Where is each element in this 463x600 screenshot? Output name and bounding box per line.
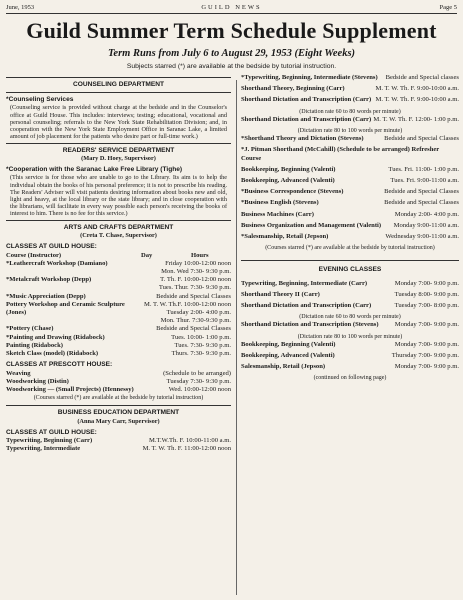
course-name: Typewriting, Beginning, Intermediate (Carr) — [241, 279, 368, 287]
course-time: M.T.W.Th. F. 10:00-11:00 a.m. — [148, 436, 231, 444]
page-subtitle: Term Runs from July 6 to August 29, 1953 (Eight Weeks) — [107, 48, 356, 59]
evening-course-list — [241, 280, 459, 372]
page-title: Guild Summer Term Schedule Supplement — [26, 18, 437, 43]
course-name: Shorthand Dictation and Transcription (Carr) — [241, 115, 372, 123]
course-time: Tuesday 7:00- 8:00 p.m. — [394, 302, 459, 310]
dictation-note: (Dictation rate 60 to 80 words per minute) — [299, 314, 401, 321]
course-name: Business Organization and Management (Valenti) — [241, 221, 382, 229]
course-name: *Metalcraft Workshop (Depp) — [6, 276, 92, 284]
course-row — [241, 280, 459, 288]
course-time: T. Th. F. 10:00-12:00 noon Tues. Thur. 7:30- 9:30 p.m. — [158, 276, 231, 292]
course-name: *Pottery (Chase) — [6, 325, 54, 333]
course-time: Tues. 10:00- 1:00 p.m. — [171, 333, 231, 341]
course-row — [241, 116, 459, 124]
course-time: Monday 2:00- 4:00 p.m. — [394, 210, 459, 218]
course-time: Tuesday 8:00- 9:00 p.m. — [394, 290, 459, 298]
course-name: Shorthand Dictation and Transcription (Carr) — [241, 96, 372, 104]
column-divider — [236, 80, 237, 595]
course-row — [241, 199, 459, 207]
course-row — [241, 352, 459, 360]
course-row — [6, 378, 231, 386]
course-time: (Schedule to be arranged) — [163, 369, 231, 377]
counseling-text: (Counseling service is provided without charge at the bedside and in the Counselor's office at Guild House. This includes: interviews; testing; educational, vocational and personal counseling; referrals to the New York State Rehabilitation Division; and, in cooperation with the New York State Employment Office in Saranac Lake, a limited amount of job placement for the patients who desire part or full-time work.) — [10, 104, 227, 140]
course-time: Thursday 7:00- 9:00 p.m. — [391, 352, 459, 360]
course-row — [241, 363, 459, 371]
course-row — [241, 321, 459, 329]
course-row — [241, 85, 459, 93]
course-name: *Painting and Drawing (Ridabock) — [6, 333, 105, 341]
course-time: Bedside and Special Classes — [384, 135, 459, 143]
right-note: (Courses starred (*) are available at the bedside by tutorial instruction) — [265, 245, 435, 252]
arts-course-list — [6, 260, 231, 358]
course-time: Bedside and Special classes — [385, 74, 459, 81]
course-name: *Leathercraft Workshop (Damiano) — [6, 259, 108, 267]
course-name: Shorthand Theory, Beginning (Carr) — [241, 85, 345, 93]
dictation-note: (Dictation rate 60 to 80 words per minute) — [299, 108, 401, 115]
course-row — [241, 211, 459, 219]
course-row — [6, 293, 231, 301]
course-name: Bookkeeping, Advanced (Valenti) — [241, 177, 335, 185]
header-date: June, 1953 — [6, 4, 35, 11]
arts-col-headers — [6, 252, 231, 260]
course-name: *Business English (Stevens) — [241, 199, 319, 207]
header-rule — [6, 13, 457, 14]
course-time: Friday 10:00-12:00 noon Mon. Wed 7:30- 9:30 p.m. — [161, 259, 231, 276]
right-course-list — [241, 74, 459, 241]
evening-heading: EVENING CLASSES — [318, 266, 382, 274]
arts-note: (Courses starred (*) are available at the bedside by tutorial instruction) — [33, 395, 204, 402]
course-time: M. T. W. Th. F. 11:00-12:00 noon — [142, 445, 231, 453]
course-row — [6, 325, 231, 333]
business-guild-heading: CLASSES AT GUILD HOUSE: — [6, 428, 97, 436]
col-course: Course (Instructor) — [6, 251, 62, 259]
course-row — [241, 222, 459, 230]
course-time: Thurs. 7:30- 9:30 p.m. — [171, 350, 231, 358]
course-row — [6, 350, 231, 358]
course-name: Weaving — [6, 369, 31, 377]
course-time: Tues. 7:30- 9:30 p.m. — [174, 341, 231, 349]
course-row — [241, 233, 459, 241]
col-day: Day — [141, 251, 153, 259]
course-row — [6, 437, 231, 445]
course-name: Bookkeeping, Beginning (Valenti) — [241, 340, 336, 348]
course-row — [241, 177, 459, 185]
course-row — [241, 166, 459, 174]
dictation-note: (Dictation rate 80 to 100 words per minute) — [297, 128, 403, 135]
readers-dept: READERS' SERVICE DEPARTMENT — [62, 146, 175, 154]
course-row — [241, 96, 459, 104]
readers-sup: (Mary D. Hoey, Supervisor) — [81, 155, 156, 163]
prescott-course-list — [6, 370, 231, 395]
course-time: Wednesday 9:00-11:00 a.m. — [385, 233, 459, 241]
course-row — [241, 74, 459, 82]
business-dept: BUSINESS EDUCATION DEPARTMENT — [57, 409, 180, 417]
course-name: Typewriting, Intermediate — [6, 445, 81, 453]
arts-prescott-heading: CLASSES AT PRESCOTT HOUSE: — [6, 361, 113, 369]
course-time: Tues. Fri. 9:00-11:00 a.m. — [390, 177, 459, 185]
course-name: Sketch Class (model) (Ridabock) — [6, 350, 99, 358]
course-row — [6, 260, 231, 276]
counseling-dept: COUNSELING DEPARTMENT — [72, 81, 165, 88]
right-column — [241, 74, 459, 383]
col-hours: Hours — [191, 251, 209, 259]
course-row — [6, 276, 231, 292]
course-row — [241, 302, 459, 310]
course-name: *Salesmanship, Retail (Jepson) — [241, 233, 329, 241]
course-time: Bedside and Special Classes — [384, 199, 459, 207]
course-name: *Typewriting, Beginning, Intermediate (Stevens) — [241, 74, 378, 81]
header-page: Page 5 — [439, 4, 457, 11]
course-row — [241, 146, 459, 162]
course-name: Painting (Ridabock) — [6, 341, 63, 349]
course-time: Monday 9:00-11:00 a.m. — [393, 221, 459, 229]
course-row — [6, 301, 231, 326]
course-row — [241, 291, 459, 299]
course-time: Tues. Fri. 11:00- 1:00 p.m. — [388, 165, 459, 173]
course-row — [241, 188, 459, 196]
course-name: Salesmanship, Retail (Jepson) — [241, 363, 326, 371]
course-name: Shorthand Dictation and Transcription (Carr) — [241, 302, 372, 310]
course-time: Monday 7:00- 9:00 p.m. — [394, 363, 459, 371]
business-course-list — [6, 437, 231, 453]
arts-sup: (Creta T. Chase, Supervisor) — [80, 232, 157, 240]
course-row — [241, 341, 459, 349]
course-name: Typewriting, Beginning (Carr) — [6, 436, 93, 444]
course-time: M. T. W. Th. F. 9:00-10:00 a.m. — [375, 85, 459, 93]
course-time: M. T. W. Th.F. 10:00-12:00 noon Tuesday 2:00- 4:00 p.m. Mon. Thur. 7:30-9:30 p.m. — [143, 300, 231, 325]
business-sup: (Anna Mary Carr, Supervisor) — [77, 417, 160, 425]
counseling-heading: *Counseling Services — [6, 96, 74, 104]
course-row — [6, 445, 231, 453]
dictation-note: (Dictation rate 80 to 100 words per minute) — [297, 333, 403, 340]
course-name: Business Machines (Carr) — [241, 210, 314, 218]
course-time: M. T. W. Th. F. 12:00- 1:00 p.m. — [373, 115, 459, 123]
readers-heading: *Cooperation with the Saranac Lake Free Library (Tighe) — [6, 166, 183, 174]
course-time: Bedside and Special Classes — [156, 325, 231, 333]
course-time: Monday 7:00- 9:00 p.m. — [394, 279, 459, 287]
course-row — [241, 135, 459, 143]
course-name: *J. Pitman Shorthand (McCahill) (Schedule to be arranged) Refresher Course — [241, 146, 440, 162]
course-name: Shorthand Theory II (Carr) — [241, 290, 320, 298]
course-name: Woodworking — (Small Projects) (Hennessy) — [6, 385, 134, 393]
left-column — [6, 74, 231, 453]
course-time: Bedside and Special Classes — [384, 188, 459, 196]
header-newsletter: GUILD NEWS — [201, 4, 262, 11]
readers-text: (This service is for those who are unable to go to the Library. Its aim is to help the individual obtain the books of his personal preference; it is not to prescribe his reading. The Readers' Adviser will visit patients desiring information about books new and old, light and heavy, at the local library or the state library; and in close cooperation with the librarians, will facilitate in every way possible each person's receiving the books of interest to him. There is no fee for this service.) — [10, 174, 227, 217]
course-name: *Business Correspondence (Stevens) — [241, 188, 344, 196]
course-name: Shorthand Dictation and Transcription (Stevens) — [241, 321, 379, 329]
course-row — [6, 386, 231, 394]
course-name: Pottery Workshop and Ceramic Sculpture (Jones) — [6, 300, 125, 317]
course-name: Bookkeeping, Beginning (Valenti) — [241, 165, 336, 173]
course-row — [6, 370, 231, 378]
course-name: Bookkeeping, Advanced (Valenti) — [241, 352, 335, 360]
course-name: Woodworking (Distin) — [6, 377, 69, 385]
course-time: Wed. 10:00-12:00 noon — [168, 385, 231, 393]
course-row — [6, 342, 231, 350]
course-time: Tuesday 7:30- 9:30 p.m. — [166, 377, 231, 385]
arts-dept: ARTS AND CRAFTS DEPARTMENT — [63, 224, 174, 232]
course-time: Bedside and Special Classes — [156, 292, 231, 300]
course-time: Monday 7:00- 9:00 p.m. — [394, 340, 459, 348]
course-time: M. T. W. Th. F. 9:00-10:00 a.m. — [375, 96, 459, 104]
arts-guild-heading: CLASSES AT GUILD HOUSE: — [6, 243, 97, 251]
starred-note: Subjects starred (*) are available at the bedside by tutorial instruction. — [126, 63, 337, 70]
continued-note: (continued on following page) — [313, 375, 387, 382]
course-time: Monday 7:00- 9:00 p.m. — [394, 321, 459, 329]
course-row — [6, 334, 231, 342]
course-name: *Shorthand Theory and Dictation (Stevens) — [241, 135, 364, 143]
course-name: *Music Appreciation (Depp) — [6, 292, 86, 300]
